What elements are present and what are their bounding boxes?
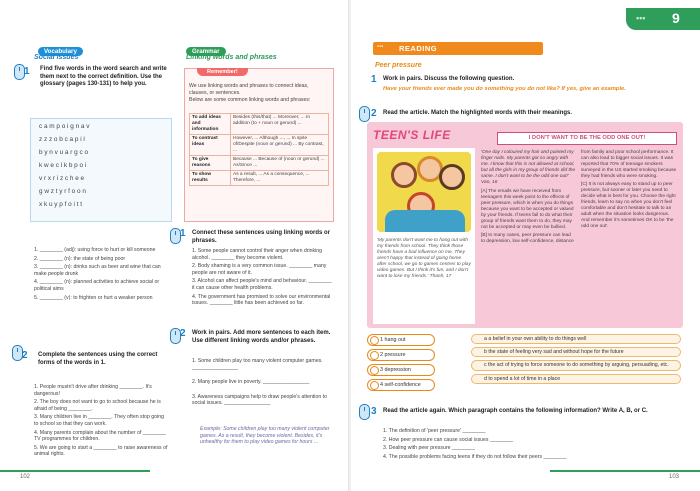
grammar-heading: Linking words and phrases — [186, 54, 277, 61]
exercise-number: 2 — [180, 328, 186, 339]
remember-below: Below are some common linking words and phrases: — [189, 97, 311, 103]
circle-icon — [370, 351, 379, 360]
left-page — [0, 0, 349, 491]
table-row: To contrast ideas However, ... Although ..., ... In spite of/Despite (noun or gerund) ... By contrast, ... — [190, 135, 329, 156]
reading-ex2-instruction: Read the article. Match the highlighted words with their meanings. — [383, 110, 573, 116]
grid-row: k w e c l k b p o i — [39, 162, 87, 169]
ex2-list — [34, 384, 169, 458]
photo-caption: 'My parents don't want me to hang out with my friends from school. They think those friends have a bad influence on me. They aren't happy that instead of going home after school, we go to games centres to play video games. But I think it's fun, and I don't want to lose my friends.' Thanh, 17 — [377, 238, 471, 279]
grid-row: v r x r i z c h e e — [39, 175, 85, 182]
match-meaning: a a belief in your own ability to do things well — [471, 334, 681, 344]
list-item: 4. Many parents complain about the number of ________ TV programmes for children. — [34, 429, 166, 443]
avatar — [391, 162, 417, 188]
grammar-example: Example: Some children play too many violent computer games. As a result, they become violent. Besides, it's unhealthy for them to play video games for hours ... — [200, 426, 330, 446]
definition-item: 3. ________ (n): drinks such as beer and wine that can make people drunk — [34, 264, 161, 277]
table-row: To give reasons Because ... Because of (noun or gerund) ... As/Since ... — [190, 156, 329, 171]
table-row: To add ideas and information Besides (this/that) ... Moreover, ... In addition (to + noun or gerund) ... — [190, 114, 329, 135]
exercise-number: 2 — [22, 350, 28, 361]
article-card — [367, 122, 683, 328]
word-search-grid — [30, 118, 172, 222]
definition-item: 2. ________ (n): the state of being poor — [34, 255, 126, 262]
article-column-2 — [581, 150, 677, 230]
reading-ex1-question: Have your friends ever made you do something you do not like? If yes, give an example. — [383, 86, 626, 92]
paragraph-b-cont: from family and poor school performance. It can also lead to bigger social issues. It was reported that 70% of teenage smokers surveyed in the US started smoking because they had friends who were smoking. — [581, 150, 677, 179]
unit-number: 9 — [672, 10, 680, 26]
exercise-number: 1 — [371, 74, 377, 85]
article-logo: TEEN'S LIFE — [373, 128, 451, 142]
grammar-pill: Grammar — [186, 40, 226, 58]
paragraph-c: [C] It is not always easy to stand up to peer pressure, but sooner or later you need to decide what is best for you. Choose the right friends, learn to say no when you don't feel comfortable and don't hesitate to talk to an adult when the situation looks dangerous. And remember it's sometimes OK to be 'the odd one out'. — [581, 182, 676, 229]
grid-row: x k u y p f o i t t — [39, 201, 82, 208]
list-item: 4. The possible problems facing teens if they do not follow their peers ________ — [383, 453, 567, 460]
avatar — [439, 164, 465, 190]
dots-icon: ••• — [636, 13, 646, 23]
match-word: 1 hang out — [367, 334, 435, 346]
remember-intro: We use linking words and phrases to connect ideas, clauses, or sentences. — [189, 83, 309, 96]
list-item: 3. Awareness campaigns help to draw people's attention to social issues. ________________ — [192, 393, 327, 407]
exercise-number: 2 — [371, 108, 377, 119]
reading-subheading: Peer pressure — [375, 62, 422, 69]
mouse-icon — [359, 106, 370, 122]
circle-icon — [370, 381, 379, 390]
grammar-ex2-list — [192, 358, 332, 407]
vocabulary-pill: Vocabulary — [38, 40, 83, 58]
list-item: 1. Some people cannot control their anger when drinking alcohol. ________ they become violent. — [192, 248, 323, 261]
grid-row: z z z o b c a p i l — [39, 136, 85, 143]
match-meaning: d to spend a lot of time in a place — [471, 374, 681, 384]
grid-row: g w z t y r f o o n — [39, 188, 86, 195]
list-item: 2. How peer pressure can cause social issues ________ — [383, 436, 514, 443]
circle-icon — [370, 366, 379, 375]
quote-van: 'One day I coloured my hair and painted my finger nails. My parents got so angry with me. I know that this is not allowed at school, but all the girls in my group of friends did the same. I don't want to be the odd one out!' Van, 16 — [481, 150, 576, 185]
grammar-ex1-instruction: Connect these sentences using linking words or phrases. — [192, 230, 331, 244]
list-item: 3. Dealing with peer pressure ________ — [383, 445, 475, 452]
reading-ex3-instruction: Read the article again. Which paragraph contains the following information? Write A, B, or C. — [383, 408, 648, 414]
article-column-1 — [481, 150, 576, 245]
vocabulary-instruction: Find five words in the word search and write them next to the correct definition. Use the glossary (pages 130-131) to help you. — [40, 66, 167, 88]
reading-ex3-list — [383, 428, 673, 460]
definition-item: 1. ________ (adj): using force to hurt or kill someone — [34, 247, 156, 253]
match-word: 3 depression — [367, 364, 435, 376]
teens-photo — [377, 152, 471, 232]
list-item: 1. Some children play too many violent computer games. ________________ — [192, 358, 323, 371]
list-item: 4. The government has promised to solve our environmental issues. ________ little has been achieved so far. — [192, 293, 331, 307]
grid-row: b y n v u a r g c o — [39, 149, 89, 156]
ex2-instruction: Complete the sentences using the correct forms of the words in 1. — [38, 352, 158, 366]
list-item: 1. People mustn't drive after drinking ________. It's dangerous! — [34, 384, 152, 397]
grid-row: c a m p o i g n a v — [39, 123, 90, 130]
unit-tab — [626, 8, 700, 30]
match-meaning: c the act of trying to force someone to do something by arguing, persuading, etc. — [471, 360, 681, 371]
photo-card — [373, 148, 475, 324]
paragraph-b: [B] In many cases, peer pressure can lead to depression, low self-confidence, distance — [481, 233, 574, 244]
list-item: 2. The boy does not want to go to school because he is afraid of being ________. — [34, 399, 161, 412]
grammar-ex1-list — [192, 248, 332, 307]
vocabulary-heading: Social issues — [34, 54, 79, 61]
mouse-icon — [359, 404, 370, 420]
definitions-list — [34, 247, 169, 301]
article-title: I DON'T WANT TO BE THE ODD ONE OUT! — [497, 132, 677, 145]
circle-icon — [370, 336, 379, 345]
match-words — [367, 334, 435, 391]
match-word: 4 self-confidence — [367, 379, 435, 391]
page-number: 102 — [20, 474, 31, 480]
remember-box — [184, 68, 334, 222]
table-row: To show results As a result, ... As a consequence, ... Therefore, ... — [190, 171, 329, 186]
match-word: 2 pressure — [367, 349, 435, 361]
remember-label: Remember! — [197, 68, 248, 76]
footer-bar — [0, 470, 150, 472]
definition-item: 4. ________ (n): planned activities to achieve social or political aims — [34, 279, 160, 292]
match-meaning: b the state of feeling very sad and without hope for the future — [471, 347, 681, 357]
clothing-shape — [385, 210, 465, 232]
list-item: 2. Many people live in poverty. ________________ — [192, 379, 310, 386]
match-meanings — [471, 334, 681, 384]
grammar-ex2-instruction: Work in pairs. Add more sentences to each item. Use different linking words and/or phrases. — [192, 330, 331, 344]
reading-ex1-instruction: Work in pairs. Discuss the following question. — [383, 76, 515, 82]
footer-bar — [550, 470, 700, 472]
definition-item: 5. ________ (v): to frighten or hurt a weaker person — [34, 294, 153, 301]
dots-icon: ••• — [377, 44, 384, 50]
right-page — [351, 0, 700, 491]
list-item: 3. Alcohol can affect people's mind and behaviour. ________ it can cause other health problems. — [192, 278, 332, 291]
linking-table — [189, 113, 329, 186]
list-item: 2. Body shaming is a very common issue. ________ many people are not aware of it. — [192, 263, 327, 276]
exercise-number: 1 — [180, 228, 186, 239]
paragraph-a: [A] The emails we have received from teenagers this week point to the effects of peer pressure, which is when you do things because you want to be accepted or valued by your friends. If teens fail to do what their group of friends want them to do, they may not be accepted or may even be bullied. — [481, 189, 574, 230]
list-item: 1. The definition of 'peer pressure' ________ — [383, 428, 486, 434]
page-number: 103 — [669, 474, 680, 480]
reading-banner — [373, 42, 543, 55]
list-item: 5. We are going to start a ________ to raise awareness of animal rights. — [34, 444, 168, 458]
list-item: 3. Many children live in ________. They often stop going to school so that they can work. — [34, 414, 164, 427]
exercise-number: 3 — [371, 406, 377, 417]
reading-label: READING — [399, 44, 438, 53]
exercise-number: 1 — [24, 66, 30, 77]
